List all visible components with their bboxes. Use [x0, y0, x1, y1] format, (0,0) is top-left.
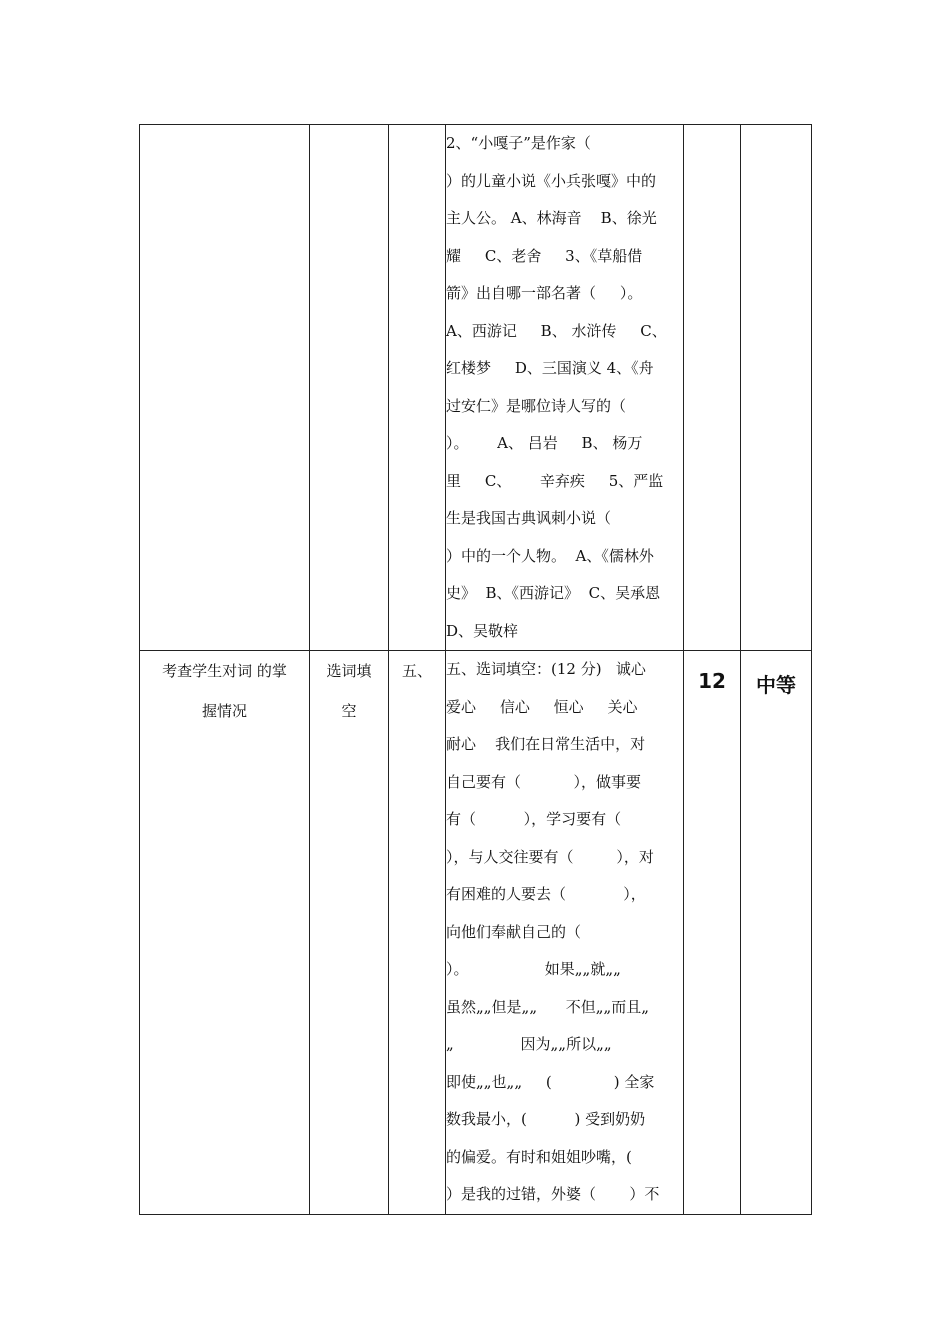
content-line: ）。 A、 吕岩 B、 杨万	[446, 434, 643, 452]
content-line: 五、选词填空：(12 分) 诚心	[446, 660, 646, 678]
score-value: 12	[698, 669, 726, 693]
question-number: 五、	[401, 662, 432, 680]
objective-cell	[140, 125, 310, 651]
objective-cell	[140, 651, 310, 1215]
question-content-cell	[446, 651, 684, 1215]
content-line: 生是我国古典讽刺小说（	[446, 509, 612, 527]
content-line: ）的儿童小说《小兵张嘎》中的	[446, 171, 657, 190]
score-cell	[684, 125, 741, 651]
content-line: 的偏爱。有时和姐姐吵嘴，(	[446, 1147, 632, 1166]
score-cell	[684, 651, 741, 1215]
content-line: 红楼梦 D、三国演义 4、《舟	[446, 359, 654, 377]
content-line: 耐心 我们在日常生活中，对	[446, 735, 646, 753]
difficulty-cell	[741, 651, 812, 1215]
difficulty-value: 中等	[756, 673, 796, 697]
content-line: 即使„„也„„ ( ) 全家	[446, 1072, 655, 1091]
objective-line: 握情况	[201, 702, 247, 720]
question-number-cell	[389, 651, 446, 1215]
content-line: 2、“小嘎子”是作家（	[446, 134, 591, 152]
content-line: 有困难的人要去（ ），	[446, 885, 646, 903]
analysis-table	[139, 124, 812, 1215]
objective-line: 考查学生对词 的掌	[162, 662, 287, 680]
content-line: „ 因为„„所以„„	[446, 1035, 612, 1053]
difficulty-cell	[741, 125, 812, 651]
table-row	[140, 125, 812, 651]
content-line: ）中的一个人物。 A、《儒林外	[446, 546, 654, 565]
content-line: 耀 C、老舍 3、《草船借	[446, 246, 643, 265]
question-number-cell	[389, 125, 446, 651]
question-content-cell	[446, 125, 684, 651]
question-type-cell	[310, 651, 389, 1215]
question-type-cell	[310, 125, 389, 651]
content-line: D、吴敬梓	[446, 621, 519, 640]
table-row	[140, 651, 812, 1215]
question-type-line: 空	[341, 702, 357, 720]
content-line: ）是我的过错，外婆（ ）不	[446, 1185, 660, 1203]
content-line: 主人公。 A、林海音 B、徐光	[446, 209, 657, 227]
content-line: 自己要有（ ），做事要	[446, 772, 641, 791]
content-line: ）。 如果„„就„„	[446, 960, 621, 978]
content-line: 数我最小，( ) 受到奶奶	[446, 1110, 646, 1128]
content-line: 爱心 信心 恒心 关心	[446, 697, 638, 716]
content-line: 史》 B、《西游记》 C、吴承恩	[446, 584, 661, 602]
content-line: 虽然„„但是„„ 不但„„而且„	[446, 997, 650, 1016]
content-line: 里 C、 辛弃疾 5、严监	[446, 471, 664, 490]
question-type-line: 选词填	[326, 662, 372, 680]
content-line: A、西游记 B、 水浒传 C、	[446, 321, 667, 340]
content-line: 向他们奉献自己的（	[446, 922, 582, 941]
content-line: 箭》出自哪一部名著（ ）。	[446, 284, 643, 302]
content-line: 有（ ），学习要有（	[446, 810, 622, 828]
content-line: 过安仁》是哪位诗人写的（	[446, 396, 627, 415]
content-line: ），与人交往要有（ ），对	[446, 847, 654, 866]
